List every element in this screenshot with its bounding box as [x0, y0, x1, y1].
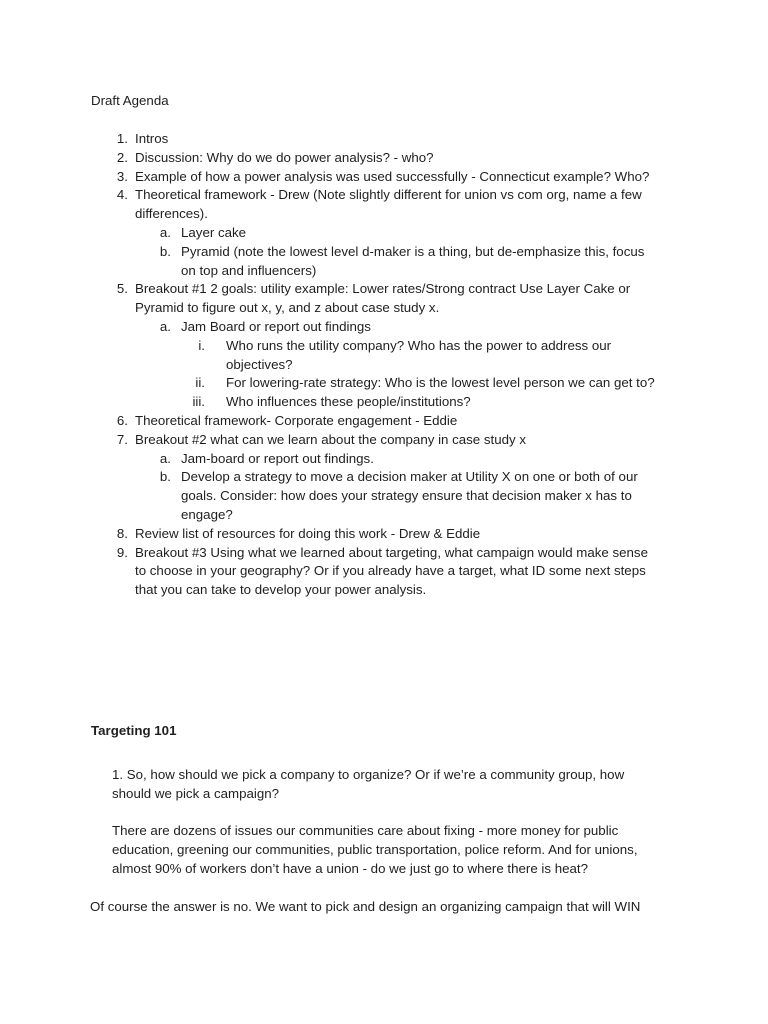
list-number: iii.	[192, 394, 205, 410]
list-item-text: goals. Consider: how does your strategy ensure that decision maker x has to	[181, 488, 632, 504]
list-item-text: Breakout #2 what can we learn about the company in case study x	[135, 431, 527, 447]
list-item-text: Discussion: Why do we do power analysis? - who?	[135, 149, 434, 165]
list-item-text: Develop a strategy to move a decision maker at Utility X on one or both of our	[181, 469, 638, 485]
list-number: 8.	[116, 525, 128, 541]
list-item-text: objectives?	[226, 356, 293, 372]
list-number: 2.	[116, 149, 128, 165]
list-item-text: Who runs the utility company? Who has the power to address our	[226, 337, 612, 353]
list-item-text: Breakout #1 2 goals: utility example: Lower rates/Strong contract Use Layer Cake or	[135, 281, 631, 297]
list-number: i.	[198, 337, 205, 353]
paragraph-text: There are dozens of issues our communities care about fixing - more money for public	[112, 823, 619, 838]
list-item-text: Theoretical framework - Drew (Note slightly different for union vs com org, name a few	[135, 187, 642, 203]
list-number: 1.	[116, 131, 128, 146]
list-number: b.	[159, 243, 171, 259]
list-item-text: differences).	[135, 206, 208, 222]
list-item-text: Theoretical framework- Corporate engagement - Eddie	[135, 413, 458, 428]
list-number: ii.	[195, 375, 205, 391]
list-number: 9.	[116, 544, 128, 560]
list-number: a.	[159, 225, 171, 240]
list-item-text: to choose in your geography? Or if you already have a target, what ID some next steps	[135, 563, 646, 579]
list-item-text: Review list of resources for doing this work - Drew & Eddie	[135, 525, 481, 541]
list-number: 4.	[116, 187, 128, 203]
list-item-text: engage?	[181, 507, 233, 522]
list-item-text: Pyramid (note the lowest level d-maker is a thing, but de-emphasize this, focus	[181, 243, 645, 259]
list-number: a.	[159, 450, 171, 466]
list-item-text: Jam Board or report out findings	[181, 319, 371, 334]
list-number: a.	[159, 319, 171, 334]
list-item-text: Intros	[135, 131, 169, 146]
agenda-title: Draft Agenda	[91, 93, 169, 108]
list-number: 7.	[116, 431, 128, 447]
list-item-text: Breakout #3 Using what we learned about targeting, what campaign would make sense	[135, 544, 648, 560]
closing-text: Of course the answer is no. We want to pick and design an organizing campaign that will WIN	[90, 899, 641, 914]
section-heading: Targeting 101	[91, 723, 177, 738]
list-item-text: Pyramid to figure out x, y, and z about case study x.	[135, 300, 440, 316]
list-item-text: that you can take to develop your power analysis.	[135, 582, 427, 598]
list-number: b.	[159, 469, 171, 485]
question-text: 1. So, how should we pick a company to organize? Or if we’re a community group, how	[112, 767, 625, 782]
list-item-text: on top and influencers)	[181, 262, 317, 278]
question-text: should we pick a campaign?	[112, 785, 280, 801]
list-item-text: For lowering-rate strategy: Who is the lowest level person we can get to?	[226, 375, 655, 391]
paragraph-text: almost 90% of workers don’t have a union - do we just go to where there is heat?	[112, 860, 589, 876]
list-item-text: Layer cake	[181, 225, 247, 240]
list-item-text: Who influences these people/institutions?	[226, 394, 471, 410]
list-number: 5.	[116, 281, 128, 297]
list-number: 6.	[116, 413, 128, 428]
list-number: 3.	[116, 168, 128, 184]
list-item-text: Jam-board or report out findings.	[181, 450, 374, 466]
list-item-text: Example of how a power analysis was used successfully - Connecticut example? Who?	[135, 168, 650, 184]
paragraph-text: education, greening our communities, public transportation, police reform. And for unions,	[112, 841, 638, 857]
